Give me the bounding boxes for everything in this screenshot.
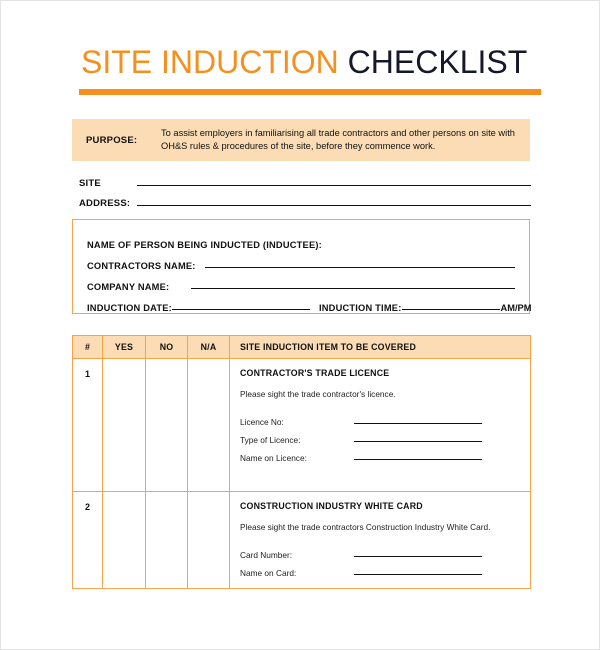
row-2-na-checkbox-cell[interactable] bbox=[188, 492, 230, 589]
row-1-yes-checkbox-cell[interactable] bbox=[103, 359, 146, 492]
row-2-subfield-label-1: Name on Card: bbox=[240, 568, 297, 578]
row-number-1: 1 bbox=[73, 359, 103, 492]
induction-date-input-rule[interactable] bbox=[172, 309, 310, 310]
row-2-item-cell bbox=[230, 492, 531, 589]
contractors-name-label: CONTRACTORS NAME: bbox=[87, 261, 196, 271]
address-field-row bbox=[79, 189, 531, 209]
induction-time-input-rule[interactable] bbox=[402, 309, 500, 310]
row-1-subfield-name-on-licence bbox=[240, 445, 520, 463]
row-1-subfield-rule-0[interactable] bbox=[354, 423, 482, 424]
document-title bbox=[81, 43, 541, 81]
site-input-rule[interactable] bbox=[137, 185, 531, 186]
address-input-rule[interactable] bbox=[137, 205, 531, 206]
row-2-subfield-rule-1[interactable] bbox=[354, 574, 482, 575]
row-1-subfield-label-1: Type of Licence: bbox=[240, 435, 301, 445]
site-details-section bbox=[79, 169, 531, 209]
title-primary-text: SITE INDUCTION bbox=[81, 44, 339, 80]
row-2-yes-checkbox-cell[interactable] bbox=[103, 492, 146, 589]
row-2-no-checkbox-cell[interactable] bbox=[146, 492, 188, 589]
row-2-subfield-rule-0[interactable] bbox=[354, 556, 482, 557]
induction-datetime-row bbox=[87, 292, 532, 313]
inductee-heading-row bbox=[87, 229, 515, 250]
address-label: ADDRESS: bbox=[79, 198, 131, 209]
row-2-subfield-label-0: Card Number: bbox=[240, 550, 293, 560]
title-divider-rule bbox=[79, 89, 541, 95]
row-1-subfield-type-of-licence bbox=[240, 427, 520, 445]
site-field-row bbox=[79, 169, 531, 189]
contractors-name-input-rule[interactable] bbox=[205, 267, 515, 268]
title-secondary-text bbox=[339, 44, 348, 80]
row-1-item-description: Please sight the trade contractor's licence. bbox=[240, 389, 396, 399]
purpose-panel bbox=[72, 119, 530, 161]
purpose-label: PURPOSE: bbox=[86, 134, 138, 146]
contractors-name-row bbox=[87, 250, 515, 271]
row-number-2: 2 bbox=[73, 492, 103, 589]
column-header-yes: YES bbox=[103, 336, 146, 359]
row-1-subfield-label-2: Name on Licence: bbox=[240, 453, 307, 463]
row-1-subfield-licence-no bbox=[240, 409, 520, 427]
inductee-panel bbox=[72, 219, 530, 314]
row-2-item-description: Please sight the trade contractors Construction Industry White Card. bbox=[240, 522, 491, 532]
company-name-row bbox=[87, 271, 515, 292]
row-1-item-cell bbox=[230, 359, 531, 492]
row-1-item-title: CONTRACTOR'S TRADE LICENCE bbox=[240, 368, 390, 378]
induction-time-label: INDUCTION TIME: bbox=[318, 303, 402, 313]
table-header-row bbox=[73, 336, 531, 359]
row-1-no-checkbox-cell[interactable] bbox=[146, 359, 188, 492]
table-row bbox=[73, 359, 531, 492]
row-2-item-title: CONSTRUCTION INDUSTRY WHITE CARD bbox=[240, 501, 423, 511]
column-header-na: N/A bbox=[188, 336, 230, 359]
purpose-text: To assist employers in familiarising all trade contractors and other persons on site with OH&S rules & procedures of the site, before they commence work. bbox=[161, 127, 515, 151]
row-2-subfield-card-number bbox=[240, 542, 520, 560]
ampm-label: AM/PM bbox=[500, 303, 532, 313]
company-name-input-rule[interactable] bbox=[191, 288, 515, 289]
row-1-na-checkbox-cell[interactable] bbox=[188, 359, 230, 492]
row-2-subfield-name-on-card bbox=[240, 560, 520, 578]
column-header-no: NO bbox=[146, 336, 188, 359]
title-secondary-text-word: CHECKLIST bbox=[347, 44, 528, 80]
row-1-subfield-rule-2[interactable] bbox=[354, 459, 482, 460]
table-row bbox=[73, 492, 531, 589]
site-induction-checklist-table bbox=[72, 335, 531, 589]
inductee-heading: NAME OF PERSON BEING INDUCTED (INDUCTEE): bbox=[87, 240, 322, 250]
row-1-subfield-rule-1[interactable] bbox=[354, 441, 482, 442]
site-label: SITE bbox=[79, 178, 101, 189]
induction-date-label: INDUCTION DATE: bbox=[87, 303, 172, 313]
row-1-subfield-label-0: Licence No: bbox=[240, 417, 284, 427]
company-name-label: COMPANY NAME: bbox=[87, 282, 170, 292]
page-title bbox=[81, 43, 541, 81]
column-header-number: # bbox=[73, 336, 103, 359]
column-header-item: SITE INDUCTION ITEM TO BE COVERED bbox=[230, 336, 531, 359]
